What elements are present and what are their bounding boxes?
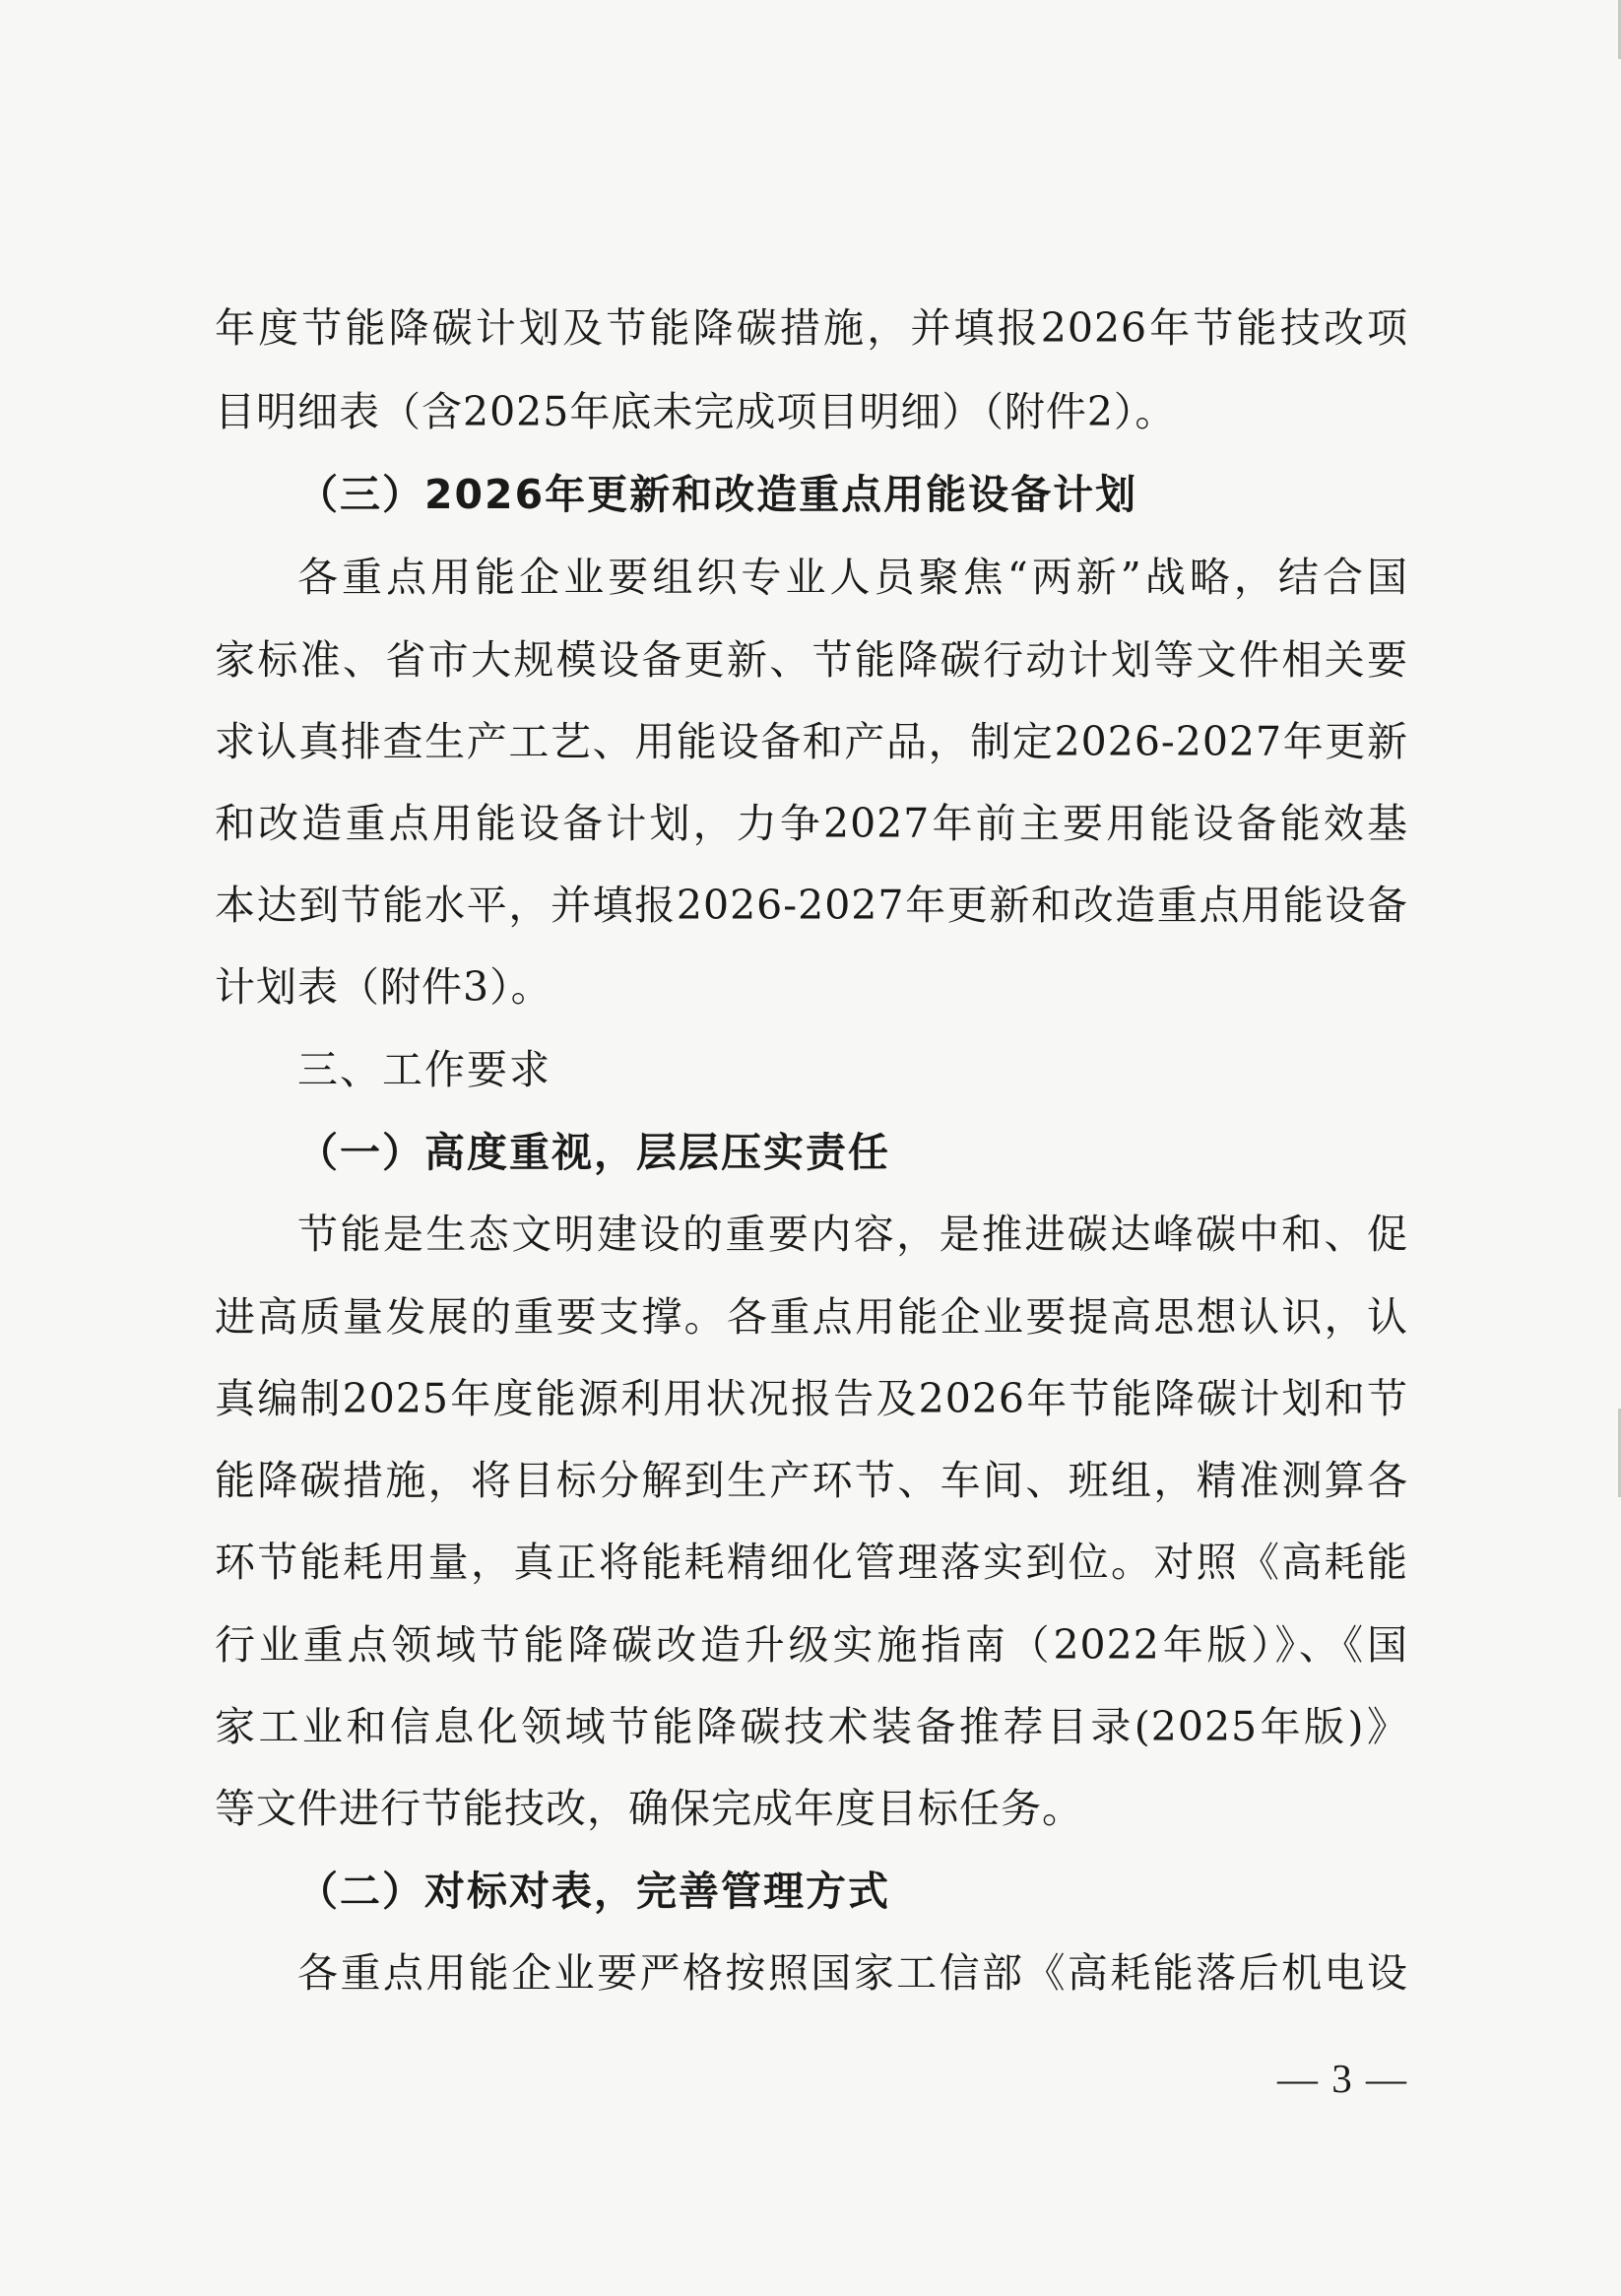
body-text-line: 求认真排查生产工艺、用能设备和产品，制定2026-2027年更新 [215, 718, 1408, 765]
body-text-line: 真编制2025年度能源利用状况报告及2026年节能降碳计划和节 [215, 1375, 1408, 1422]
page-number: — 3 — [1277, 2056, 1408, 2101]
body-text-line: 家工业和信息化领域节能降碳技术装备推荐目录(2025年版)》 [215, 1703, 1408, 1750]
body-text-line: 计划表（附件3）。 [215, 963, 552, 1011]
body-text-line: 本达到节能水平，并填报2026-2027年更新和改造重点用能设备 [215, 882, 1408, 929]
body-text-line: 家标准、省市大规模设备更新、节能降碳行动计划等文件相关要 [215, 636, 1408, 684]
paragraph-first-line: 节能是生态文明建设的重要内容，是推进碳达峰碳中和、促 [297, 1211, 1408, 1258]
body-text-line: 年度节能降碳计划及节能降碳措施，并填报2026年节能技改项 [215, 304, 1408, 352]
subsection-heading: （二）对标对表，完善管理方式 [297, 1868, 890, 1915]
body-text-line: 行业重点领域节能降碳改造升级实施指南（2022年版）》、《国 [215, 1621, 1408, 1669]
paragraph-first-line: 各重点用能企业要严格按照国家工信部《高耗能落后机电设 [297, 1949, 1408, 1997]
body-text-line: 进高质量发展的重要支撑。各重点用能企业要提高思想认识，认 [215, 1293, 1408, 1341]
body-text-line: 目明细表（含2025年底未完成项目明细）（附件2）。 [215, 388, 1177, 435]
body-text-line: 等文件进行节能技改，确保完成年度目标任务。 [215, 1785, 1083, 1832]
body-text-line: 环节能耗用量，真正将能耗精细化管理落实到位。对照《高耗能 [215, 1539, 1408, 1586]
subsection-heading: （一）高度重视，层层压实责任 [297, 1129, 890, 1176]
section-heading: 三、工作要求 [297, 1046, 551, 1093]
paragraph-first-line: 各重点用能企业要组织专业人员聚焦“两新”战略，结合国 [297, 554, 1408, 601]
subsection-heading: （三）2026年更新和改造重点用能设备计划 [297, 471, 1138, 518]
body-text-line: 和改造重点用能设备计划，力争2027年前主要用能设备能效基 [215, 800, 1408, 847]
body-text-line: 能降碳措施，将目标分解到生产环节、车间、班组，精准测算各 [215, 1457, 1408, 1504]
